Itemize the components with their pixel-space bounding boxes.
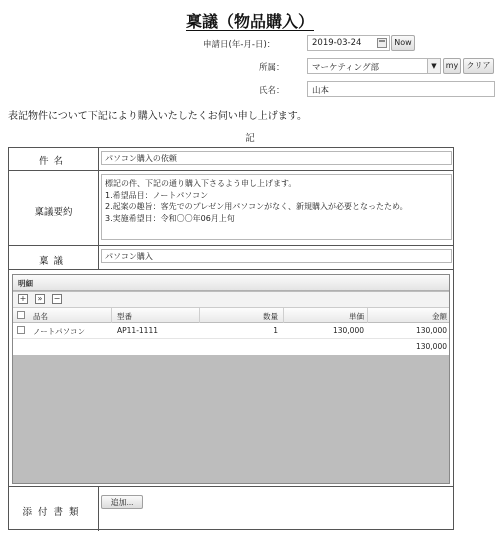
name-row — [0, 81, 500, 97]
divider — [9, 245, 453, 246]
col-divider — [283, 308, 284, 324]
table-row[interactable] — [13, 323, 449, 339]
row-name: ノートパソコン — [33, 327, 85, 336]
row-unit-price: 130,000 — [332, 326, 364, 335]
delete-row-icon[interactable]: − — [53, 294, 61, 303]
name-field[interactable]: 山本 — [307, 81, 495, 97]
summary-textarea[interactable]: 標記の件、下記の通り購入下さるよう申し上げます。 1.希望品目：ノートパソコン 2.起案の趣旨：客先でのプレゼン用パソコンがなく、新規購入が必要となったため。 3.実施希望日：令和〇〇年06月上旬 — [101, 174, 452, 240]
col-name: 品名 — [33, 312, 48, 321]
col-divider — [367, 308, 368, 324]
divider — [98, 148, 99, 170]
row-model: AP11-1111 — [117, 326, 158, 335]
date-field[interactable]: 2019-03-24 — [307, 35, 390, 51]
summary-label: 稟議要約 — [34, 207, 73, 218]
divider — [98, 245, 99, 269]
date-label: 申請日(年-月-日)： — [203, 40, 276, 50]
add-attachment-button[interactable]: 追加... — [101, 495, 143, 509]
page-title: 稟議（物品購入） — [185, 12, 314, 31]
chevron-down-icon[interactable]: ▼ — [427, 59, 440, 73]
ringi-input[interactable]: パソコン購入 — [101, 249, 452, 263]
now-button[interactable]: Now — [391, 35, 415, 51]
divider — [9, 486, 453, 487]
detail-panel-title: 明細 — [13, 275, 449, 291]
intro-text: 表記物件について下記により購入いたしたくお伺い申し上げます。 — [8, 111, 307, 122]
total-row — [13, 339, 449, 355]
total-amount: 130,000 — [415, 342, 447, 351]
subject-label: 件名 — [38, 156, 68, 167]
kigo-heading: 記 — [245, 133, 255, 144]
dept-select[interactable]: マーケティング部 ▼ — [307, 58, 441, 74]
calendar-icon[interactable] — [377, 38, 387, 48]
attach-label: 添付書類 — [22, 507, 85, 518]
row-amount: 130,000 — [415, 326, 447, 335]
divider — [98, 486, 99, 531]
row-qty: 1 — [273, 326, 278, 335]
divider — [9, 170, 453, 171]
date-row — [0, 35, 500, 51]
divider — [9, 269, 453, 270]
name-label: 氏名： — [259, 86, 285, 96]
divider — [98, 170, 99, 245]
insert-row-icon[interactable]: » — [35, 294, 45, 304]
detail-toolbar — [13, 292, 449, 307]
col-unit-price: 単価 — [349, 312, 364, 321]
col-amount: 金額 — [432, 312, 447, 321]
add-row-icon[interactable]: + — [19, 294, 27, 303]
col-divider — [199, 308, 200, 324]
detail-grid — [13, 307, 449, 355]
col-qty: 数量 — [263, 312, 278, 321]
row-checkbox[interactable] — [17, 326, 25, 334]
col-divider — [111, 308, 112, 324]
ringi-form — [8, 147, 454, 530]
grid-header — [13, 307, 449, 323]
select-all-checkbox[interactable] — [17, 311, 25, 319]
subject-input[interactable]: パソコン購入の依頼 — [101, 151, 452, 165]
dept-label: 所属： — [259, 63, 285, 73]
dept-row — [0, 58, 500, 74]
clear-button[interactable]: クリア — [463, 58, 494, 74]
col-model: 型番 — [117, 312, 132, 321]
ringi-label: 稟議 — [38, 256, 68, 267]
detail-panel — [12, 274, 450, 484]
my-button[interactable]: my — [443, 58, 461, 74]
